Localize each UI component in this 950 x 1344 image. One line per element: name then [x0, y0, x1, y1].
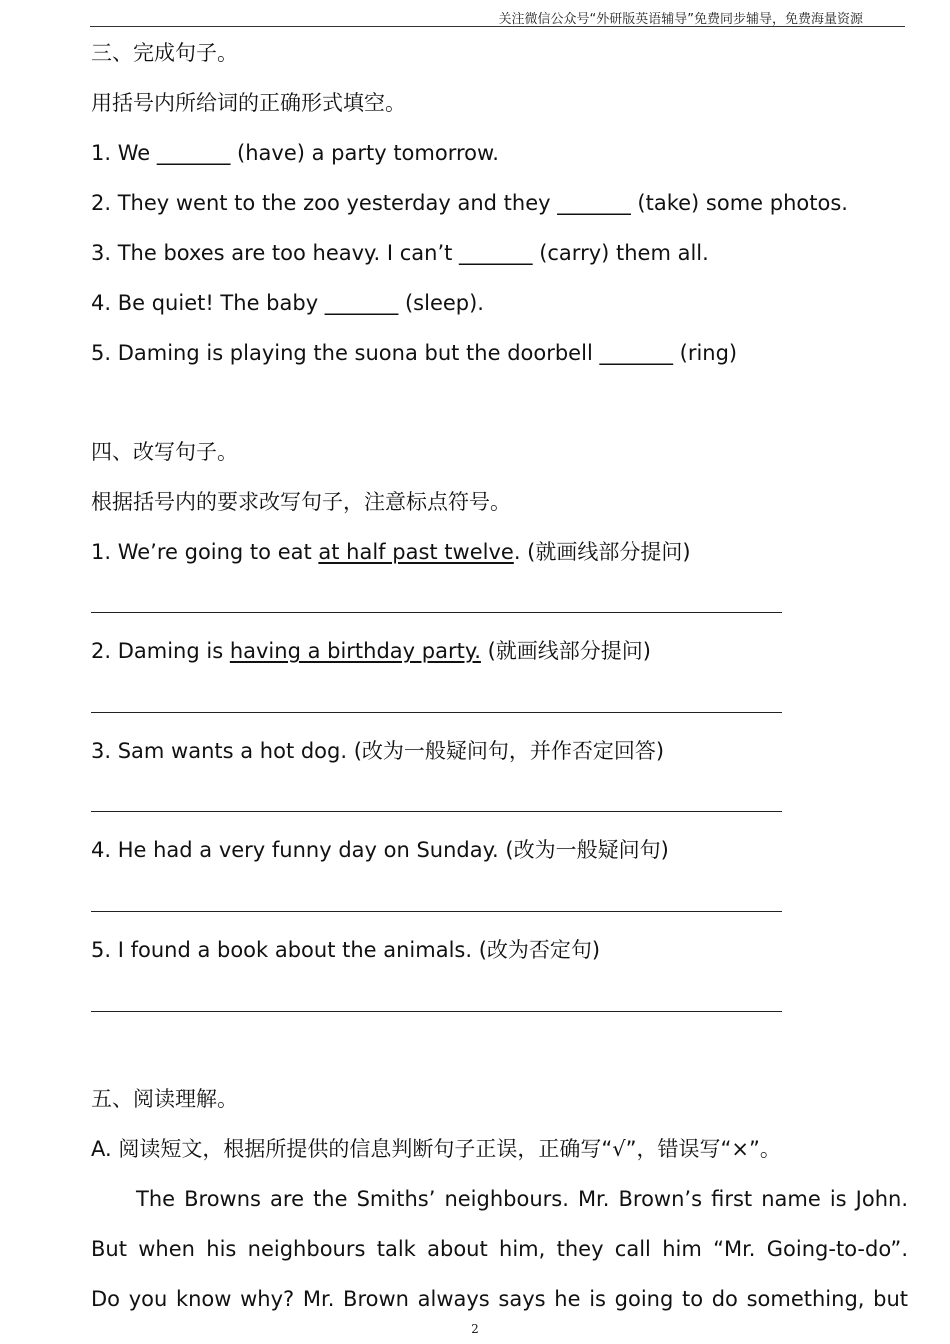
item-requirement: . (就画线部分提问) — [513, 540, 691, 564]
section4-instruction: 根据括号内的要求改写句子，注意标点符号。 — [91, 490, 511, 514]
passage-line-1: The Browns are the Smiths’ neighbours. Mr. Brown’s first name is John. — [136, 1187, 908, 1211]
section3-instruction: 用括号内所给词的正确形式填空。 — [91, 91, 406, 115]
section3-item-4: 4. Be quiet! The baby _______ (sleep). — [91, 291, 484, 315]
page-number: 2 — [471, 1322, 479, 1336]
section4-item-2 — [91, 636, 651, 666]
item-requirement: (就画线部分提问) — [480, 639, 651, 663]
answer-line[interactable] — [91, 911, 782, 912]
passage-line-2: But when his neighbours talk about him, they call him “Mr. Going-to-do”. — [91, 1237, 908, 1261]
section3-item-1: 1. We _______ (have) a party tomorrow. — [91, 141, 499, 165]
answer-line[interactable] — [91, 712, 782, 713]
answer-line[interactable] — [91, 811, 782, 812]
answer-line[interactable] — [91, 612, 782, 613]
header-text: 关注微信公众号“外研版英语辅导”免费同步辅导，免费海量资源 — [498, 12, 863, 27]
underlined-phrase: having a birthday party. — [229, 639, 481, 663]
section3-item-2: 2. They went to the zoo yesterday and they _______ (take) some photos. — [91, 191, 848, 215]
section4-title: 四、改写句子。 — [91, 440, 238, 464]
section5-instruction: A. 阅读短文，根据所提供的信息判断句子正误，正确写“√”，错误写“×”。 — [91, 1137, 781, 1161]
section3-item-5: 5. Daming is playing the suona but the doorbell _______ (ring) — [91, 341, 738, 365]
section5-title: 五、阅读理解。 — [91, 1087, 238, 1111]
page-header — [90, 0, 905, 27]
passage-line-3: Do you know why? Mr. Brown always says he is going to do something, but — [91, 1287, 908, 1311]
answer-line[interactable] — [91, 1011, 782, 1012]
item-text: 1. We’re going to eat — [91, 540, 319, 564]
item-text: 2. Daming is — [91, 639, 230, 663]
section4-item-5: 5. I found a book about the animals. (改为否定句) — [91, 938, 601, 962]
section3-item-3: 3. The boxes are too heavy. I can’t _______ (carry) them all. — [91, 241, 709, 265]
underlined-phrase: at half past twelve — [318, 540, 514, 564]
section4-item-4: 4. He had a very funny day on Sunday. (改为一般疑问句) — [91, 838, 669, 862]
section3-title: 三、完成句子。 — [91, 41, 238, 65]
section4-item-1 — [91, 537, 691, 567]
section4-item-3: 3. Sam wants a hot dog. (改为一般疑问句，并作否定回答) — [91, 739, 665, 763]
